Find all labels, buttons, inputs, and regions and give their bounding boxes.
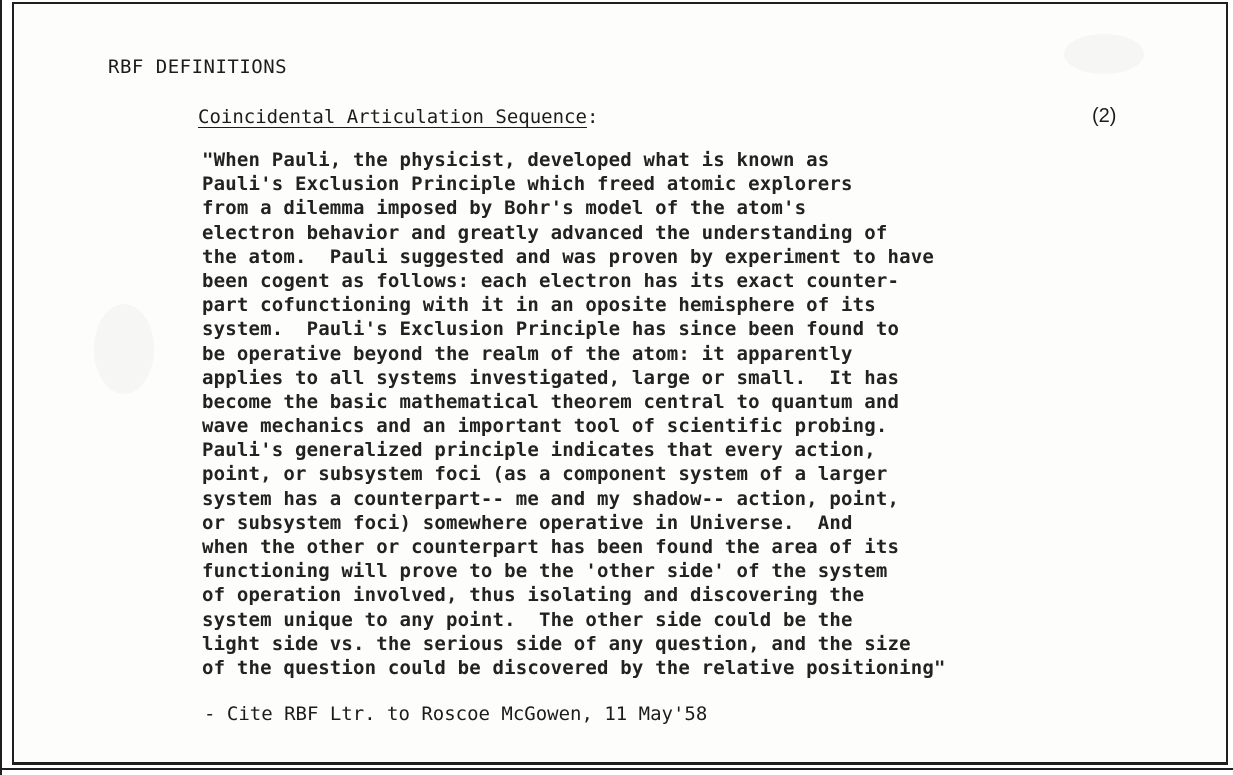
- bottom-edge-line: [0, 768, 1233, 770]
- left-edge-line: [0, 0, 2, 775]
- quote-line: become the basic mathematical theorem central to quantum and: [202, 390, 900, 413]
- card-number: (2): [1092, 105, 1117, 127]
- quote-line: or subsystem foci) somewhere operative in Universe. And: [202, 511, 853, 534]
- quote-line: system has a counterpart-- me and my shadow-- action, point,: [202, 487, 900, 510]
- term-name: Coincidental Articulation Sequence: [198, 106, 587, 128]
- paper-stain: [94, 304, 154, 394]
- quote-line: be operative beyond the realm of the atom: it apparently: [202, 342, 853, 365]
- quote-line: wave mechanics and an important tool of scientific probing.: [202, 415, 888, 438]
- quote-line: system. Pauli's Exclusion Principle has since been found to: [202, 318, 900, 341]
- quote-line: system unique to any point. The other side could be the: [202, 608, 853, 631]
- quote-line: "When Pauli, the physicist, developed what is known as: [202, 149, 830, 171]
- quote-line: of operation involved, thus isolating and discovering the: [202, 584, 865, 607]
- term-colon: :: [586, 106, 599, 128]
- quote-line: the atom. Pauli suggested and was proven by experiment to have: [202, 245, 934, 268]
- quote-line: Pauli's Exclusion Principle which freed atomic explorers: [202, 173, 853, 196]
- page-title: RBF DEFINITIONS: [108, 56, 288, 78]
- quote-line: of the question could be discovered by the relative positioning": [202, 656, 946, 679]
- paper-stain: [1064, 34, 1144, 74]
- quote-line: point, or subsystem foci (as a component system of a larger: [202, 463, 888, 486]
- quote-line: functioning will prove to be the 'other side' of the system: [202, 560, 888, 583]
- quote-line: Pauli's generalized principle indicates that every action,: [202, 439, 876, 462]
- term-heading: [198, 106, 598, 128]
- quote-line: applies to all systems investigated, large or small. It has: [202, 366, 900, 389]
- citation: - Cite RBF Ltr. to Roscoe McGowen, 11 May'58: [204, 703, 708, 725]
- quote-line: electron behavior and greatly advanced the understanding of: [202, 221, 888, 244]
- quote-line: light side vs. the serious side of any question, and the size: [202, 632, 911, 655]
- quote-line: part cofunctioning with it in an oposite hemisphere of its: [202, 294, 876, 317]
- quote-line: been cogent as follows: each electron has its exact counter-: [202, 269, 900, 292]
- quote-line: when the other or counterpart has been found the area of its: [202, 536, 900, 558]
- quote-block: [202, 148, 1122, 680]
- quote-line: from a dilemma imposed by Bohr's model of the atom's: [202, 197, 807, 220]
